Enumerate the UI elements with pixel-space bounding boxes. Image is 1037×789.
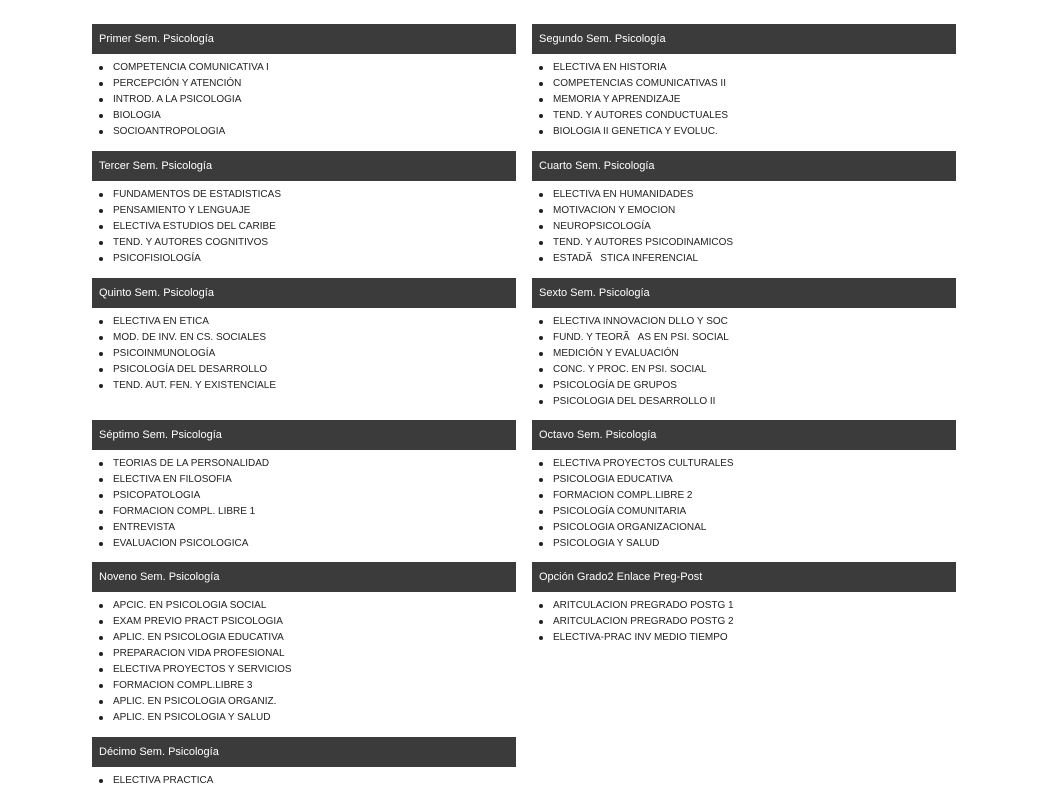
course-item: ARITCULACION PREGRADO POSTG 2 — [532, 614, 956, 630]
semester-block-9 — [92, 562, 516, 726]
course-item: ELECTIVA EN FILOSOFIA — [92, 472, 516, 488]
semester-block-3 — [92, 151, 516, 267]
course-item: MEDICIÓN Y EVALUACIÓN — [532, 346, 956, 362]
course-item: PSICOLOGIA EDUCATIVA — [532, 472, 956, 488]
semester-header: Sexto Sem. Psicología — [532, 278, 956, 308]
course-item: PSICOLOGIA DEL DESARROLLO II — [532, 394, 956, 410]
course-item: ELECTIVA PRACTICA — [92, 773, 516, 789]
course-item: MOD. DE INV. EN CS. SOCIALES — [92, 330, 516, 346]
course-item: TEND. Y AUTORES COGNITIVOS — [92, 235, 516, 251]
course-item: ELECTIVA PROYECTOS CULTURALES — [532, 456, 956, 472]
semester-block-7 — [92, 420, 516, 552]
course-item: PSICOINMUNOLOGÍA — [92, 346, 516, 362]
course-list — [92, 592, 516, 726]
course-item: ELECTIVA PROYECTOS Y SERVICIOS — [92, 662, 516, 678]
course-item: TEND. AUT. FEN. Y EXISTENCIALE — [92, 378, 516, 394]
semester-header: Quinto Sem. Psicología — [92, 278, 516, 308]
course-item: MOTIVACION Y EMOCION — [532, 203, 956, 219]
course-item: ELECTIVA EN HISTORIA — [532, 60, 956, 76]
semester-block-2 — [532, 24, 956, 140]
course-item: ENTREVISTA — [92, 520, 516, 536]
course-item: TEND. Y AUTORES PSICODINAMICOS — [532, 235, 956, 251]
semester-header: Octavo Sem. Psicología — [532, 420, 956, 450]
course-item: PSICOLOGÍA COMUNITARIA — [532, 504, 956, 520]
course-item: ELECTIVA INNOVACION DLLO Y SOC — [532, 314, 956, 330]
course-item: TEND. Y AUTORES CONDUCTUALES — [532, 108, 956, 124]
course-item: TEORIAS DE LA PERSONALIDAD — [92, 456, 516, 472]
course-list — [92, 767, 516, 789]
degree-option-block — [532, 562, 956, 646]
semester-header: Opción Grado2 Enlace Preg-Post — [532, 562, 956, 592]
semester-block-1 — [92, 24, 516, 140]
course-item: MEMORIA Y APRENDIZAJE — [532, 92, 956, 108]
course-item: BIOLOGIA — [92, 108, 516, 124]
course-item: FUND. Y TEORÃAS EN PSI. SOCIAL — [532, 330, 956, 346]
semester-header: Décimo Sem. Psicología — [92, 737, 516, 767]
course-item: ELECTIVA-PRAC INV MEDIO TIEMPO — [532, 630, 956, 646]
semester-block-10 — [92, 737, 516, 789]
course-item: EVALUACION PSICOLOGICA — [92, 536, 516, 552]
course-item: INTROD. A LA PSICOLOGIA — [92, 92, 516, 108]
course-item: ARITCULACION PREGRADO POSTG 1 — [532, 598, 956, 614]
course-item: NEUROPSICOLOGÍA — [532, 219, 956, 235]
course-list — [532, 54, 956, 140]
course-item: PSICOLOGÍA DEL DESARROLLO — [92, 362, 516, 378]
semester-block-5 — [92, 278, 516, 394]
semester-header: Primer Sem. Psicología — [92, 24, 516, 54]
course-item: PERCEPCIÓN Y ATENCIÓN — [92, 76, 516, 92]
semester-header: Tercer Sem. Psicología — [92, 151, 516, 181]
semester-block-8 — [532, 420, 956, 552]
course-item: FORMACION COMPL. LIBRE 1 — [92, 504, 516, 520]
course-item: COMPETENCIA COMUNICATIVA I — [92, 60, 516, 76]
semester-header: Noveno Sem. Psicología — [92, 562, 516, 592]
semester-block-6 — [532, 278, 956, 410]
course-item: ELECTIVA EN HUMANIDADES — [532, 187, 956, 203]
course-item: PSICOLOGIA Y SALUD — [532, 536, 956, 552]
course-item: PREPARACION VIDA PROFESIONAL — [92, 646, 516, 662]
course-item: EXAM PREVIO PRACT PSICOLOGIA — [92, 614, 516, 630]
course-list — [92, 308, 516, 394]
course-item: PSICOLOGÍA DE GRUPOS — [532, 378, 956, 394]
course-list — [532, 450, 956, 552]
course-item: APLIC. EN PSICOLOGIA ORGANIZ. — [92, 694, 516, 710]
semester-header: Séptimo Sem. Psicología — [92, 420, 516, 450]
course-item: ELECTIVA EN ETICA — [92, 314, 516, 330]
course-item: BIOLOGIA II GENETICA Y EVOLUC. — [532, 124, 956, 140]
course-item: CONC. Y PROC. EN PSI. SOCIAL — [532, 362, 956, 378]
semester-block-4 — [532, 151, 956, 267]
course-item: APCIC. EN PSICOLOGIA SOCIAL — [92, 598, 516, 614]
course-item: PSICOFISIOLOGÍA — [92, 251, 516, 267]
course-item: ESTADÃSTICA INFERENCIAL — [532, 251, 956, 267]
semester-header: Segundo Sem. Psicología — [532, 24, 956, 54]
course-list — [92, 450, 516, 552]
course-list — [92, 54, 516, 140]
course-item: FUNDAMENTOS DE ESTADISTICAS — [92, 187, 516, 203]
course-list — [532, 181, 956, 267]
course-item: SOCIOANTROPOLOGIA — [92, 124, 516, 140]
course-list — [532, 592, 956, 646]
course-item: APLIC. EN PSICOLOGIA EDUCATIVA — [92, 630, 516, 646]
course-item: APLIC. EN PSICOLOGIA Y SALUD — [92, 710, 516, 726]
course-list — [92, 181, 516, 267]
course-item: FORMACION COMPL.LIBRE 3 — [92, 678, 516, 694]
course-item: PSICOLOGIA ORGANIZACIONAL — [532, 520, 956, 536]
course-item: PENSAMIENTO Y LENGUAJE — [92, 203, 516, 219]
course-item: PSICOPATOLOGIA — [92, 488, 516, 504]
course-item: FORMACION COMPL.LIBRE 2 — [532, 488, 956, 504]
course-list — [532, 308, 956, 410]
course-item: COMPETENCIAS COMUNICATIVAS II — [532, 76, 956, 92]
semester-header: Cuarto Sem. Psicología — [532, 151, 956, 181]
course-item: ELECTIVA ESTUDIOS DEL CARIBE — [92, 219, 516, 235]
